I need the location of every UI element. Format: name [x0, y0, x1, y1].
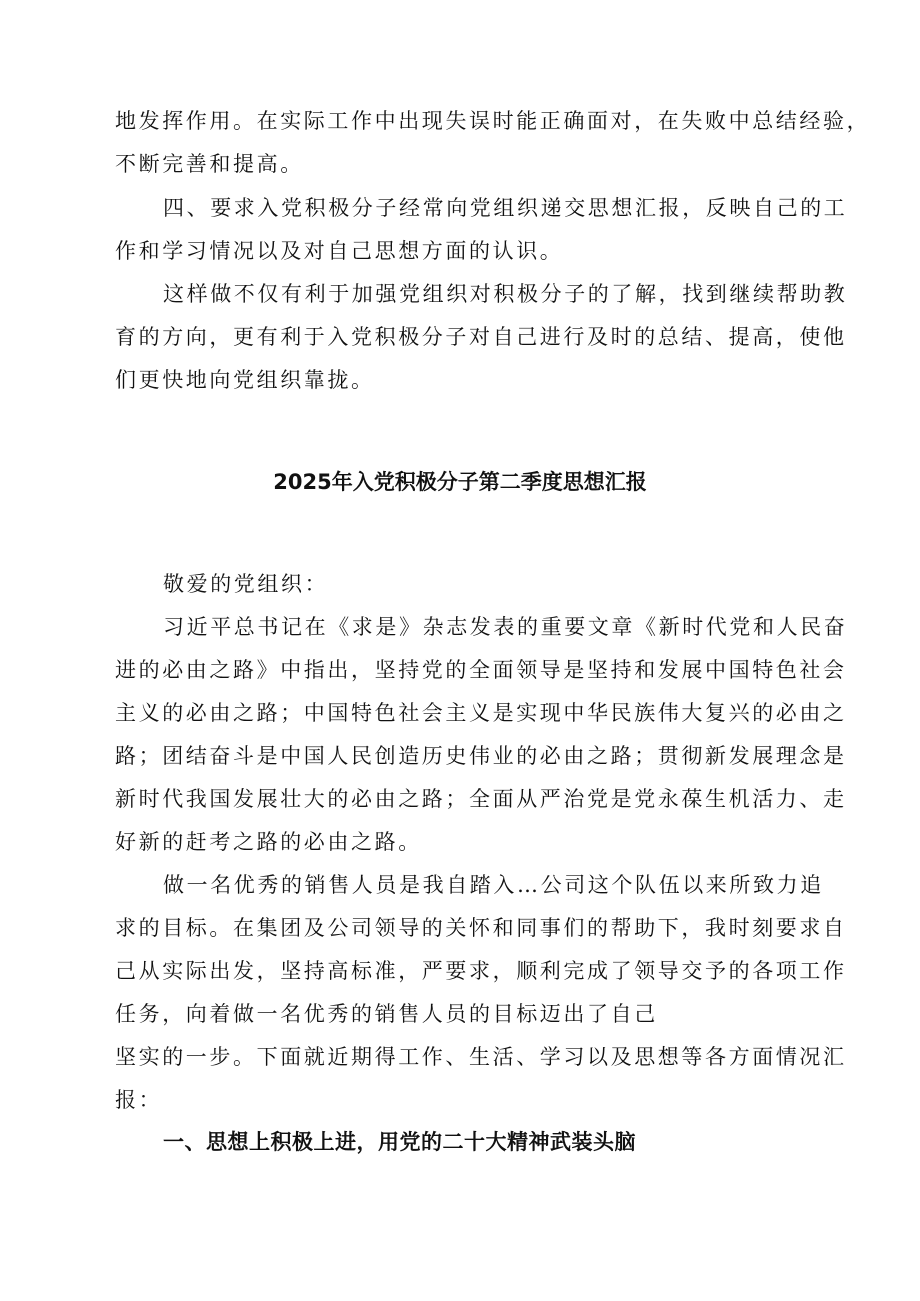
text-line: 新时代我国发展壮大的必由之路；全面从严治党是党永葆生机活力、走	[115, 787, 847, 811]
text-line: 路；团结奋斗是中国人民创造历史伟业的必由之路；贯彻新发展理念是	[115, 744, 847, 768]
text-line: 作和学习情况以及对自己思想方面的认识。	[115, 239, 564, 263]
text-line: 不断完善和提高。	[115, 152, 304, 176]
text-line: 主义的必由之路；中国特色社会主义是实现中华民族伟大复兴的必由之	[115, 701, 847, 725]
text-line: 报：	[115, 1088, 163, 1112]
text-line: 这样做不仅有利于加强党组织对积极分子的了解，找到继续帮助教	[163, 282, 848, 306]
text-line: 己从实际出发，坚持高标准，严要求，顺利完成了领导交予的各项工作	[115, 959, 847, 983]
text-line: 们更快地向党组织靠拢。	[115, 368, 375, 392]
text-line: 习近平总书记在《求是》杂志发表的重要文章《新时代党和人民奋	[163, 615, 848, 639]
text-line: 坚实的一步。下面就近期得工作、生活、学习以及思想等各方面情况汇	[115, 1045, 847, 1069]
text-line: 求的目标。在集团及公司领导的关怀和同事们的帮助下，我时刻要求自	[115, 916, 847, 940]
section-heading: 一、思想上积极上进，用党的二十大精神武装头脑	[163, 1130, 636, 1154]
text-line: 做一名优秀的销售人员是我自踏入…公司这个队伍以来所致力追	[163, 873, 824, 897]
text-line: 育的方向，更有利于入党积极分子对自己进行及时的总结、提高，使他	[115, 325, 847, 349]
text-line: 地发挥作用。在实际工作中出现失误时能正确面对，在失败中总结经验，	[115, 109, 871, 133]
text-line: 任务，向着做一名优秀的销售人员的目标迈出了自己	[115, 1002, 658, 1026]
salutation: 敬爱的党组织：	[163, 572, 329, 596]
text-line: 进的必由之路》中指出，坚持党的全面领导是坚持和发展中国特色社会	[115, 658, 847, 682]
report-title: 2025年入党积极分子第二季度思想汇报	[273, 470, 647, 494]
text-line: 四、要求入党积极分子经常向党组织递交思想汇报，反映自己的工	[163, 196, 848, 220]
text-line: 好新的赶考之路的必由之路。	[115, 830, 422, 854]
